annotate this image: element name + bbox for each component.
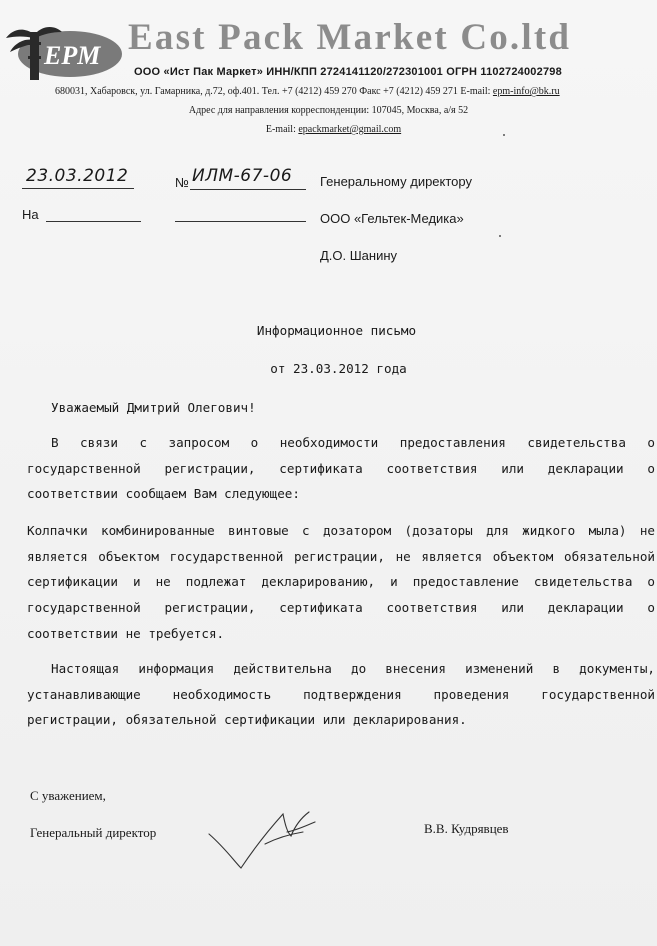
number-underline [190, 189, 306, 190]
closing-regards: С уважением, [30, 788, 106, 803]
scan-speck [503, 134, 505, 136]
handwritten-date: 23.03.2012 [26, 166, 129, 186]
reference-label: На [22, 207, 39, 222]
address-text: 680031, Хабаровск, ул. Гамарника, д.72, оф.401. Тел. +7 (4212) 459 270 Факс +7 (4212) 459 271 E-mail: [55, 86, 491, 97]
number-label: № [175, 175, 189, 190]
email-label: E-mail: [265, 124, 296, 135]
handwritten-number: ИЛМ-67-06 [192, 166, 293, 186]
address-email-link[interactable]: epm-info@bk.ru [492, 86, 560, 97]
greeting: Уважаемый Дмитрий Олегович! [51, 400, 256, 415]
company-address [55, 86, 560, 97]
reference-underline-1 [46, 221, 141, 222]
recipient-position: Генеральному директору [320, 174, 472, 189]
paragraph-3: Настоящая информация действительна до внесения изменений в документы, устанавливающие необходимость подтверждения проведения государственной регистрации, обязательной сертификации или декларирования. [27, 661, 655, 728]
signatory-name: В.В. Кудрявцев [424, 821, 509, 836]
correspondence-address: Адрес для направления корреспонденции: 107045, Москва, а/я 52 [188, 105, 469, 116]
signatory-position: Генеральный директор [30, 825, 157, 840]
letter-date: от 23.03.2012 года [270, 361, 407, 376]
logo-text: EPM [44, 41, 101, 70]
company-name: East Pack Market Co.ltd [128, 17, 572, 58]
company-logo [4, 24, 122, 82]
date-underline [22, 188, 134, 189]
reference-underline-2 [175, 221, 306, 222]
paragraph-2: Колпачки комбинированные винтовые с дозатором (дозаторы для жидкого мыла) не является объектом государственной регистрации, не является объектом обязательной сертификации и не подлежат декларированию, и предоставление свидетельства о государственной регистрации, сертификата соответствия или декларации о соответствии не требуется. [27, 523, 655, 641]
letter-title: Информационное письмо [256, 323, 417, 338]
email-line [0, 124, 657, 135]
registration-details: ООО «Ист Пак Маркет» ИНН/КПП 2724141120/272301001 ОГРН 1102724002798 [134, 66, 562, 78]
email-link[interactable]: epackmarket@gmail.com [298, 124, 402, 135]
paragraph-1: В связи с запросом о необходимости предоставления свидетельства о государственной регистрации, сертификата соответствия или декларации о соответствии сообщаем Вам следующее: [27, 435, 655, 502]
scan-speck [499, 235, 501, 237]
recipient-name: Д.О. Шанину [320, 248, 398, 263]
handwritten-signature [205, 804, 320, 874]
recipient-company: ООО «Гельтек-Медика» [320, 211, 464, 226]
